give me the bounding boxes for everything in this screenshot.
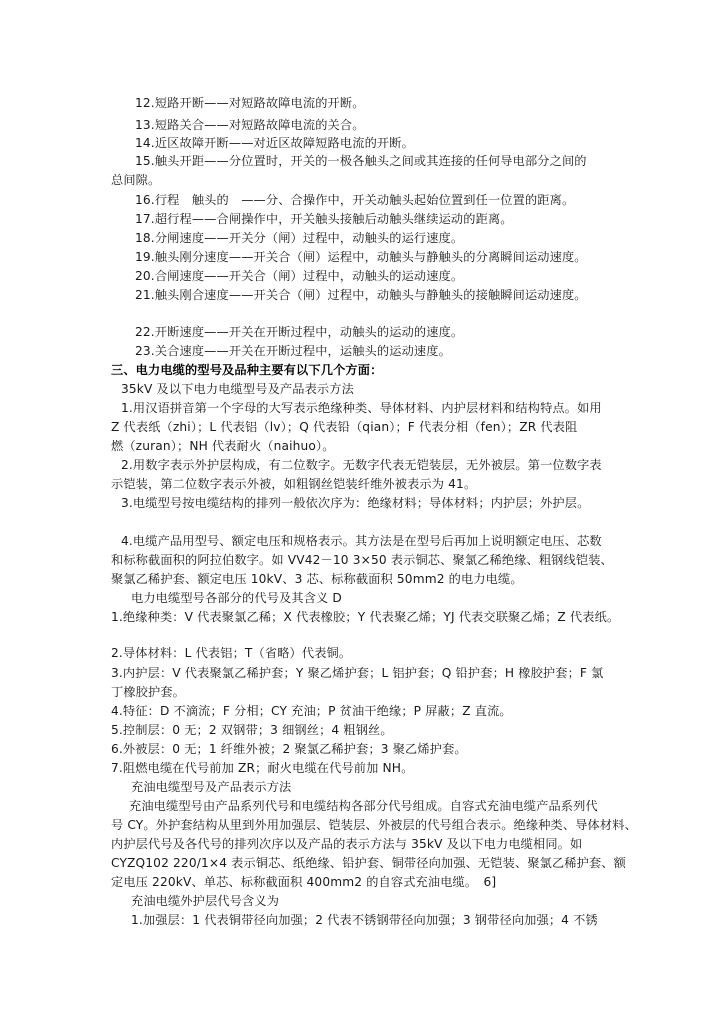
text-line: 12.短路开断——对短路故障电流的开断。 (135, 96, 365, 110)
subheading: 充油电缆外护层代号含义为 (131, 894, 280, 908)
text-line: 1.加强层：1 代表铜带径向加强；2 代表不锈钢带径向加强；3 钢带径向加强；4 不锈 (131, 913, 598, 927)
text-line: 13.短路关合——对短路故障电流的关合。 (135, 118, 365, 132)
text-line: 6.外被层：0 无；1 纤维外被；2 聚氯乙稀护套；3 聚乙烯护套。 (111, 742, 467, 756)
text-line: 1.用汉语拼音第一个字母的大写表示绝缘种类、导体材料、内护层材料和结构特点。如用 (121, 401, 602, 415)
text-line: 定电压 220kV、单芯、标称截面积 400mm2 的自容式充油电缆。 6] (111, 875, 497, 889)
text-line: 17.超行程——合闸操作中，开关触头接触后动触头继续运动的距离。 (135, 212, 513, 226)
text-line: 19.触头刚分速度——开关合（闸）运程中，动触头与静触头的分离瞬间运动速度。 (135, 250, 587, 264)
text-line: 23.关合速度——开关在开断过程中，运触头的运动速度。 (135, 344, 451, 358)
text-line: 14.近区故障开断——对近区故障短路电流的开断。 (135, 136, 414, 150)
text-line: 5.控制层：0 无；2 双钢带；3 细钢丝；4 粗钢丝。 (111, 723, 393, 737)
text-line: 22.开断速度——开关在开断过程中，动触头的运动的速度。 (135, 325, 464, 339)
text-line: Z 代表纸（zhi）；L 代表铝（lv）；Q 代表铅（qian）；F 代表分相（fen）；ZR 代表阻 (111, 420, 578, 434)
text-line: 18.分闸速度——开关分（闸）过程中，动触头的运行速度。 (135, 231, 464, 245)
text-line: CYZQ102 220/1×4 表示铜芯、纸绝缘、铅护套、铜带径向加强、无铠装、聚氯乙稀护套、额 (111, 856, 626, 870)
text-line: 2.导体材料：L 代表铝；T（省略）代表铜。 (111, 646, 352, 660)
text-line: 3.电缆型号按电缆结构的排列一般依次序为：绝缘材料；导体材料；内护层；外护层。 (121, 496, 590, 510)
text-line: 示铠装，第二位数字表示外被，如粗钢丝铠装纤维外被表示为 41。 (111, 477, 477, 491)
text-line: 21.触头刚合速度——开关合（闸）过程中，动触头与静触头的接触瞬间运动速度。 (135, 288, 587, 302)
text-line: 丁橡胶护套。 (111, 685, 186, 699)
text-line: 20.合闸速度——开关合（闸）过程中，动触头的运动速度。 (135, 269, 464, 283)
section-heading: 三、电力电缆的型号及品种主要有以下几个方面： (111, 363, 383, 377)
text-line: 2.用数字表示外护层构成，有二位数字。无数字代表无铠装层，无外被层。第一位数字表 (121, 458, 602, 472)
text-line: 内护层代号及各代号的排列次序以及产品的表示方法与 35kV 及以下电力电缆相同。如 (111, 837, 583, 851)
text-line: 3.内护层：V 代表聚氯乙稀护套；Y 聚乙烯护套；L 铝护套；Q 铅护套；H 橡胶护套；F 氯 (111, 666, 604, 680)
text-line: 总间隙。 (111, 173, 161, 187)
text-line: 聚氯乙稀护套、额定电压 10kV、3 芯、标称截面积 50mm2 的电力电缆。 (111, 572, 523, 586)
text-line: 充油电缆型号由产品系列代号和电缆结构各部分代号组成。自容式充油电缆产品系列代 (129, 799, 598, 813)
text-line: 35kV 及以下电力电缆型号及产品表示方法 (121, 382, 354, 396)
subheading: 电力电缆型号各部分的代号及其含义 D (131, 591, 342, 605)
text-line: 燃（zuran）；NH 代表耐火（naihuo）。 (111, 439, 335, 453)
subheading: 充油电缆型号及产品表示方法 (131, 780, 292, 794)
text-line: 7.阻燃电缆在代号前加 ZR；耐火电缆在代号前加 NH。 (111, 761, 414, 775)
text-line: 1.绝缘种类：V 代表聚氯乙稀；X 代表橡胶；Y 代表聚乙烯；YJ 代表交联聚乙烯；Z 代表纸。 (111, 610, 620, 624)
text-line: 16.行程 触头的 ——分、合操作中，开关动触头起始位置到任一位置的距离。 (135, 193, 575, 207)
text-line: 号 CY。外护套结构从里到外用加强层、铠装层、外被层的代号组合表示。绝缘种类、导体材料、 (111, 818, 637, 832)
text-line: 15.触头开距——分位置时，开关的一极各触头之间或其连接的任何导电部分之间的 (135, 154, 587, 168)
text-line: 4.电缆产品用型号、额定电压和规格表示。其方法是在型号后再加上说明额定电压、芯数 (121, 534, 602, 548)
text-line: 和标称截面积的阿拉伯数字。如 VV42－10 3×50 表示铜芯、聚氯乙稀绝缘、粗钢线铠装、 (111, 553, 613, 567)
text-line: 4.特征：D 不滴流；F 分相；CY 充油；P 贫油干绝缘；P 屏蔽；Z 直流。 (111, 704, 512, 718)
